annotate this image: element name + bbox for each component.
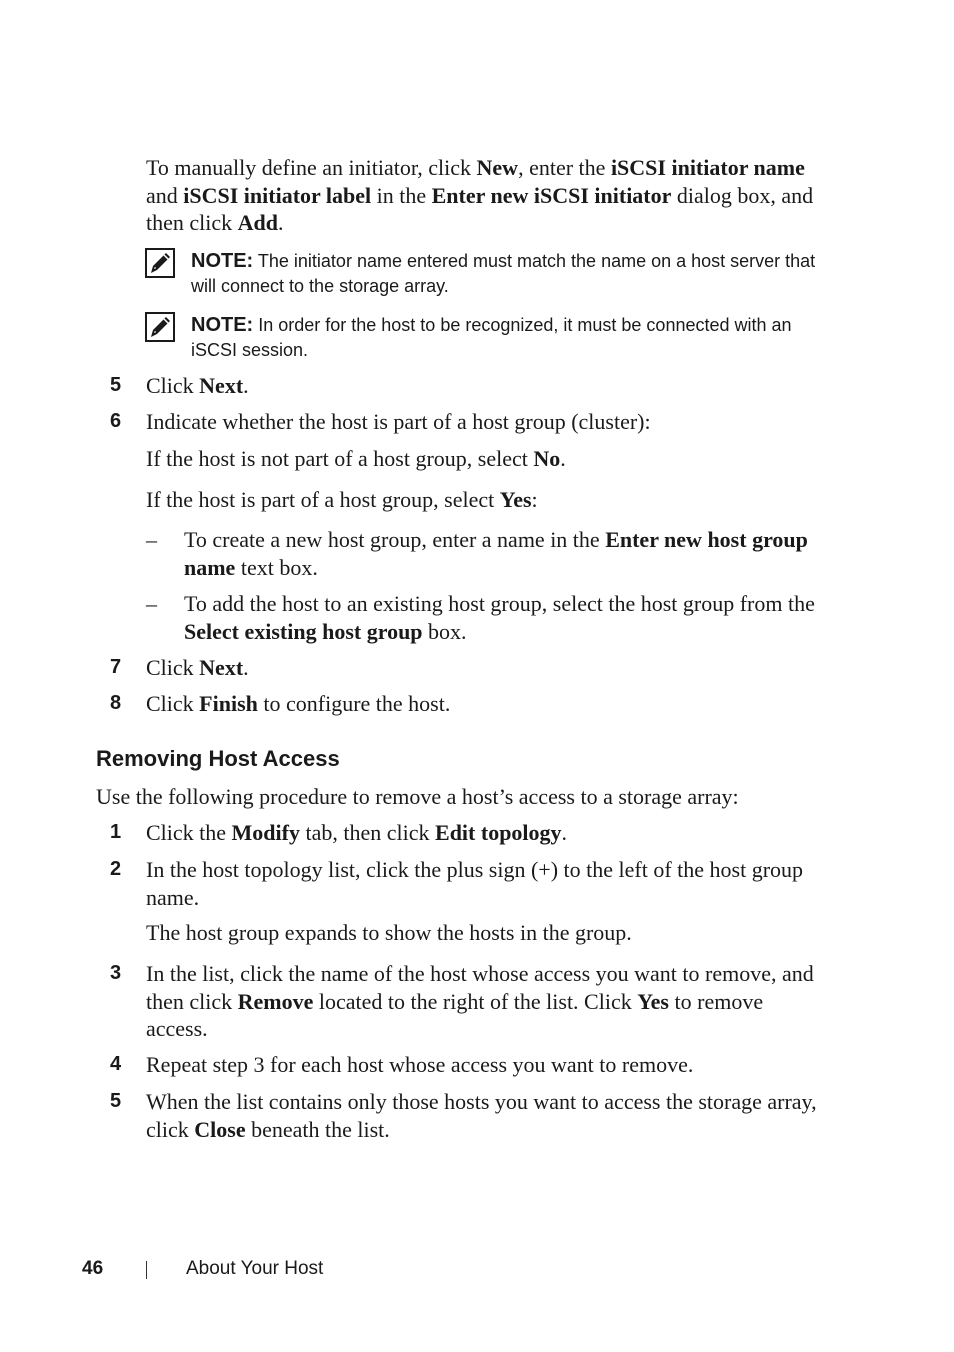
step-text: Repeat step 3 for each host whose access you want to remove.	[146, 1052, 694, 1077]
step-text: In the list, click the name of the host whose access you want to remove, and then click Remove located to the right of the list. Click Yes to remove access.	[146, 961, 814, 1041]
step-paragraph: If the host is part of a host group, select Yes:	[146, 487, 538, 512]
step-text: Click Finish to configure the host.	[146, 691, 451, 716]
step-number: 3	[110, 962, 122, 984]
note-text: NOTE: In order for the host to be recognized, it must be connected with an iSCSI session.	[191, 314, 792, 360]
step-text: In the host topology list, click the plus sign (+) to the left of the host group name.	[146, 857, 804, 910]
step-text: Click Next.	[146, 655, 249, 680]
dash-bullet: –	[146, 591, 157, 616]
step-number: 1	[110, 821, 122, 843]
step-text: Indicate whether the host is part of a host group (cluster):	[146, 409, 651, 434]
step-text: When the list contains only those hosts you want to access the storage array, click Close beneath the list.	[146, 1089, 817, 1142]
note-label: NOTE:	[191, 250, 254, 272]
note-pencil-icon	[145, 248, 175, 278]
step-paragraph: The host group expands to show the hosts in the group.	[146, 920, 632, 945]
section-heading: Removing Host Access	[96, 746, 340, 771]
step-paragraph: If the host is not part of a host group, select No.	[146, 446, 566, 471]
footer-title: About Your Host	[186, 1258, 324, 1279]
sub-item-text: To create a new host group, enter a name in the Enter new host group name text box.	[184, 527, 808, 580]
footer-separator	[146, 1261, 147, 1279]
step-number: 5	[110, 1090, 122, 1112]
intro-paragraph: To manually define an initiator, click New, enter the iSCSI initiator name and iSCSI initiator label in the Enter new iSCSI initiator dialog box, and then click Add.	[146, 155, 814, 235]
sub-item-text: To add the host to an existing host group, select the host group from the Select existing host group box.	[184, 591, 815, 644]
note-text: NOTE: The initiator name entered must match the name on a host server that will connect to the storage array.	[191, 250, 816, 296]
page-number: 46	[82, 1258, 104, 1279]
step-number: 6	[110, 410, 122, 432]
step-number: 5	[110, 374, 122, 396]
step-number: 2	[110, 858, 122, 880]
dash-bullet: –	[146, 527, 157, 552]
step-text: Click Next.	[146, 373, 249, 398]
section-intro: Use the following procedure to remove a host’s access to a storage array:	[96, 784, 739, 809]
step-number: 7	[110, 656, 122, 678]
note-pencil-icon	[145, 312, 175, 342]
step-number: 4	[110, 1053, 122, 1075]
note-label: NOTE:	[191, 314, 254, 336]
step-text: Click the Modify tab, then click Edit topology.	[146, 820, 568, 845]
step-number: 8	[110, 692, 122, 714]
